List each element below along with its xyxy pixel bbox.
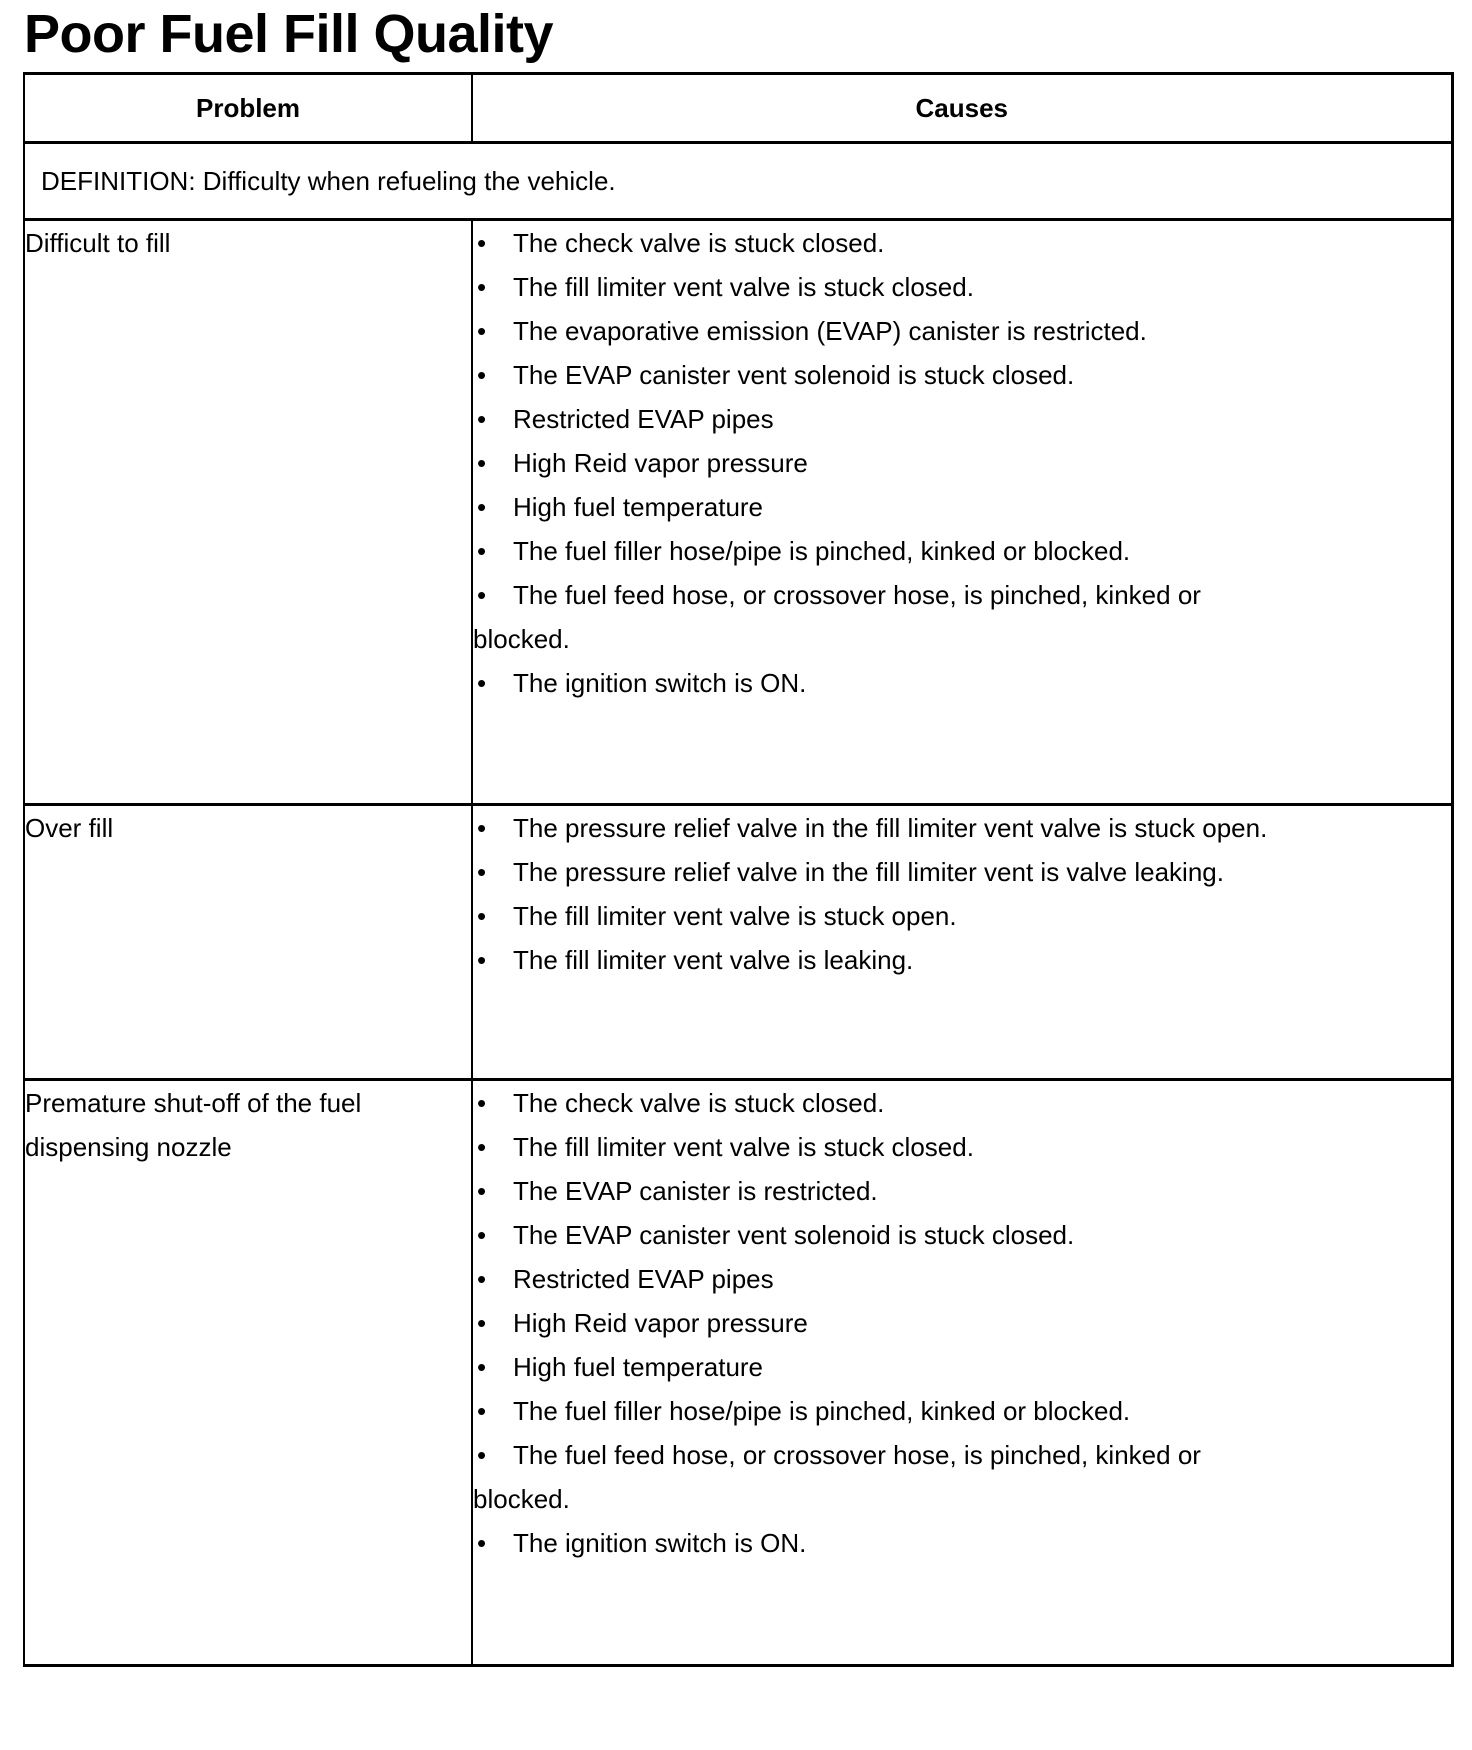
cause-item: • The fuel filler hose/pipe is pinched, kinked or blocked. <box>473 1389 1451 1433</box>
bullet-icon: • <box>477 1220 487 1250</box>
diagnosis-table <box>23 72 1454 1667</box>
causes-column-header: Causes <box>472 74 1452 143</box>
cause-item: • High fuel temperature <box>473 1345 1451 1389</box>
definition-text: DEFINITION: Difficulty when refueling the vehicle. <box>24 143 1452 220</box>
bullet-icon: • <box>477 813 487 843</box>
causes-list <box>473 806 1451 982</box>
cause-item: • High Reid vapor pressure <box>473 1301 1451 1345</box>
cause-item: • The fuel feed hose, or crossover hose, is pinched, kinked or blocked. <box>473 573 1451 661</box>
cause-item: • The fill limiter vent valve is stuck open. <box>473 894 1451 938</box>
bullet-icon: • <box>477 360 487 390</box>
bullet-icon: • <box>477 901 487 931</box>
bullet-icon: • <box>477 1396 487 1426</box>
cause-item: • The ignition switch is ON. <box>473 1521 1451 1565</box>
cause-item: • The pressure relief valve in the fill limiter vent is valve leaking. <box>473 850 1451 894</box>
problem-difficult-to-fill: Difficult to fill <box>24 220 472 805</box>
cause-item: • The pressure relief valve in the fill limiter vent valve is stuck open. <box>473 806 1451 850</box>
header-row <box>24 74 1452 143</box>
bullet-icon: • <box>477 668 487 698</box>
cause-item: • The EVAP canister vent solenoid is stuck closed. <box>473 353 1451 397</box>
causes-list <box>473 221 1451 705</box>
cause-item: • Restricted EVAP pipes <box>473 1257 1451 1301</box>
bullet-icon: • <box>477 1088 487 1118</box>
bullet-icon: • <box>477 492 487 522</box>
page-title: Poor Fuel Fill Quality <box>24 4 554 64</box>
bullet-icon: • <box>477 1528 487 1558</box>
definition-row <box>24 143 1452 220</box>
cause-item: • The check valve is stuck closed. <box>473 1081 1451 1125</box>
bullet-icon: • <box>477 1132 487 1162</box>
bullet-icon: • <box>477 228 487 258</box>
bullet-icon: • <box>477 316 487 346</box>
bullet-icon: • <box>477 1440 487 1470</box>
bullet-icon: • <box>477 1352 487 1382</box>
cause-item: • The evaporative emission (EVAP) canister is restricted. <box>473 309 1451 353</box>
cause-item: • The fill limiter vent valve is stuck closed. <box>473 1125 1451 1169</box>
problem-column-header: Problem <box>24 74 472 143</box>
bullet-icon: • <box>477 536 487 566</box>
cause-item: • The fuel filler hose/pipe is pinched, kinked or blocked. <box>473 529 1451 573</box>
table-row <box>24 805 1452 1080</box>
cause-item: • High Reid vapor pressure <box>473 441 1451 485</box>
cause-item: • The ignition switch is ON. <box>473 661 1451 705</box>
bullet-icon: • <box>477 404 487 434</box>
bullet-icon: • <box>477 1264 487 1294</box>
bullet-icon: • <box>477 580 487 610</box>
causes-cell <box>472 805 1452 1080</box>
bullet-icon: • <box>477 272 487 302</box>
cause-item: • The EVAP canister vent solenoid is stuck closed. <box>473 1213 1451 1257</box>
problem-premature-shut-off: Premature shut-off of the fuel dispensing nozzle <box>24 1080 472 1666</box>
cause-item: • The fuel feed hose, or crossover hose, is pinched, kinked or blocked. <box>473 1433 1451 1521</box>
bullet-icon: • <box>477 857 487 887</box>
causes-cell <box>472 1080 1452 1666</box>
cause-item: • Restricted EVAP pipes <box>473 397 1451 441</box>
cause-item: • The EVAP canister is restricted. <box>473 1169 1451 1213</box>
problem-over-fill: Over fill <box>24 805 472 1080</box>
bullet-icon: • <box>477 1176 487 1206</box>
cause-item: • High fuel temperature <box>473 485 1451 529</box>
cause-item: • The check valve is stuck closed. <box>473 221 1451 265</box>
bullet-icon: • <box>477 1308 487 1338</box>
causes-cell <box>472 220 1452 805</box>
table-row <box>24 1080 1452 1666</box>
table-row <box>24 220 1452 805</box>
cause-item: • The fill limiter vent valve is stuck closed. <box>473 265 1451 309</box>
causes-list <box>473 1081 1451 1565</box>
bullet-icon: • <box>477 448 487 478</box>
cause-item: • The fill limiter vent valve is leaking. <box>473 938 1451 982</box>
bullet-icon: • <box>477 945 487 975</box>
